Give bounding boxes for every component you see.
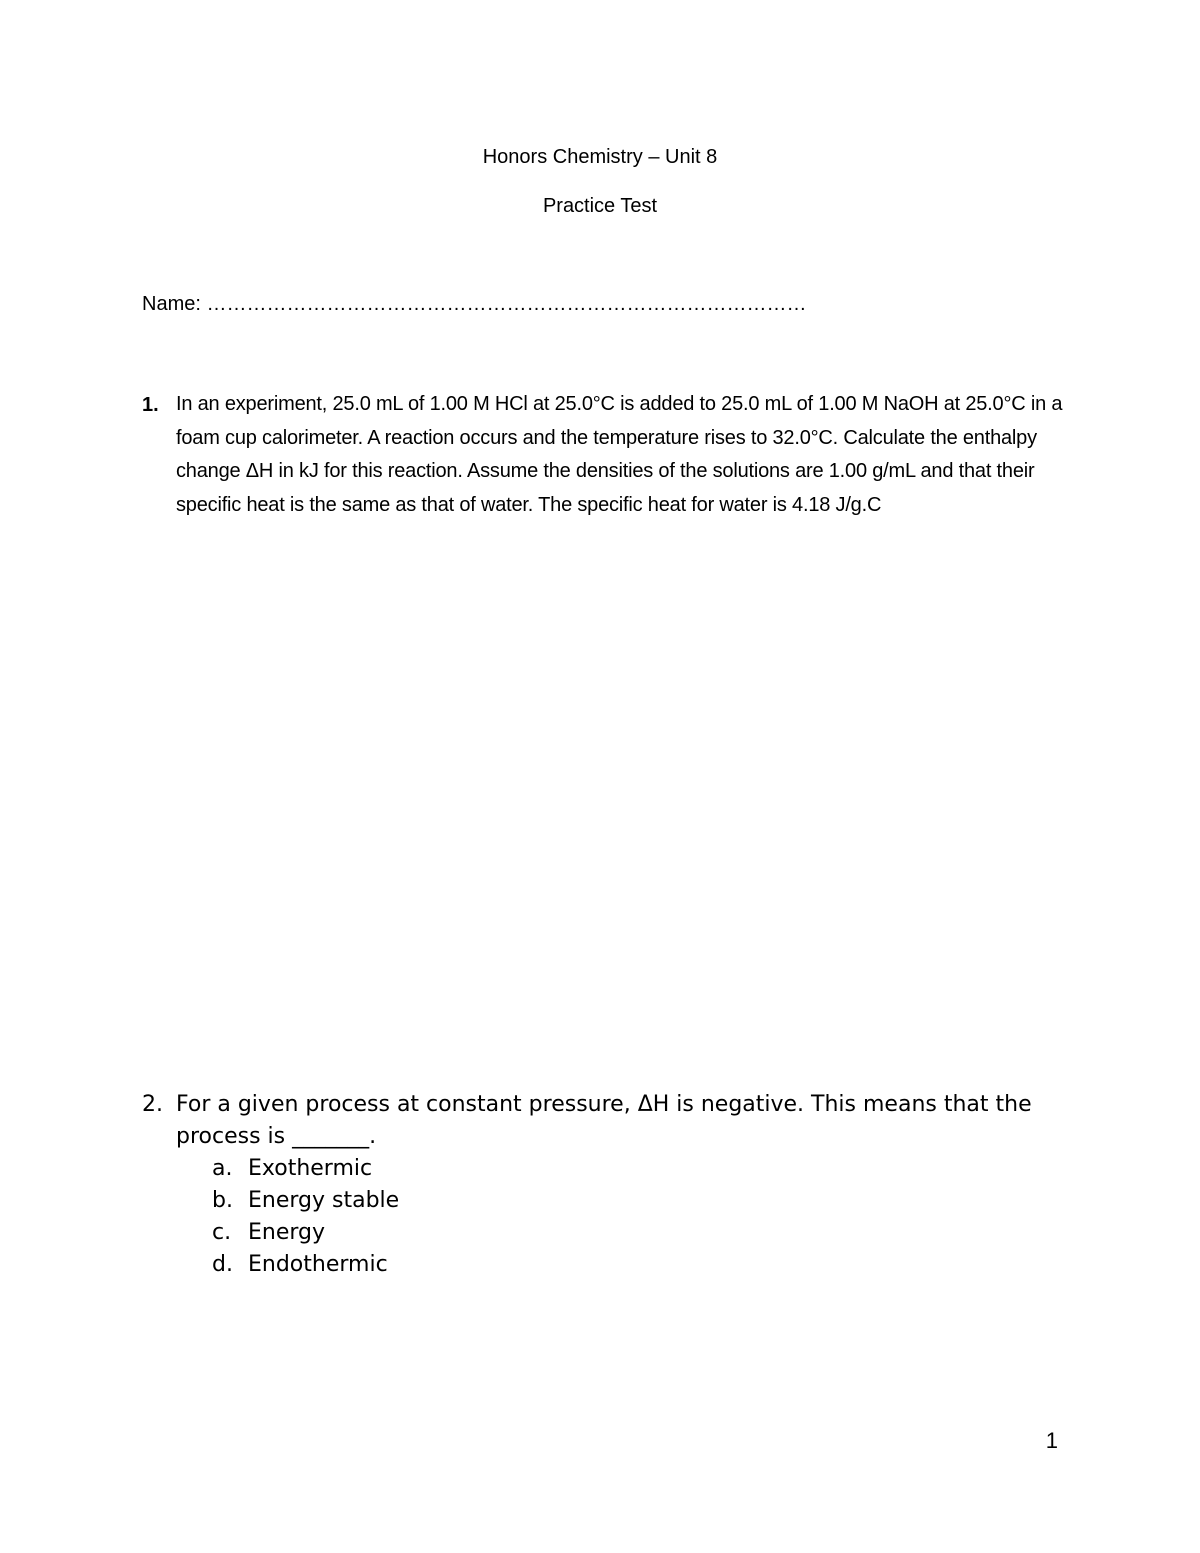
question-1-text: In an experiment, 25.0 mL of 1.00 M HCl at 25.0°C is added to 25.0 mL of 1.00 M NaOH at 25.0°C in a foam cup calorimeter. A reaction occurs and the temperature rises to 32.0°C. Calculate the enthalpy change ΔH in kJ for this reaction. Assume the densities of the solutions are 1.00 g/mL and that their specific heat is the same as that of water. The specific heat for water is 4.18 J/g.C [176,393,1063,516]
document-title: Honors Chemistry – Unit 8 [482,146,718,168]
option-d-text: Endothermic [248,1252,388,1277]
option-a [142,1153,1072,1185]
option-b-letter: b. [212,1188,233,1213]
question-2-options [142,1153,1072,1281]
option-c-letter: c. [212,1220,232,1245]
question-2-number: 2. [142,1092,163,1117]
document-subtitle: Practice Test [542,195,658,217]
option-c-text: Energy [248,1220,326,1245]
option-a-letter: a. [212,1156,233,1181]
question-1-number: 1. [142,394,159,416]
option-b [142,1185,1072,1217]
name-field: Name: ……………………………………………………………………………… [142,293,807,315]
page-number: 1 [1045,1428,1058,1453]
option-c [142,1217,1072,1249]
option-b-text: Energy stable [248,1188,400,1213]
question-2 [142,1089,1072,1281]
question-2-stem [142,1089,1072,1153]
question-2-text: For a given process at constant pressure, ΔH is negative. This means that the process is _______. [176,1092,1032,1149]
option-d [142,1249,1072,1281]
option-a-text: Exothermic [248,1156,373,1181]
option-d-letter: d. [212,1252,233,1277]
